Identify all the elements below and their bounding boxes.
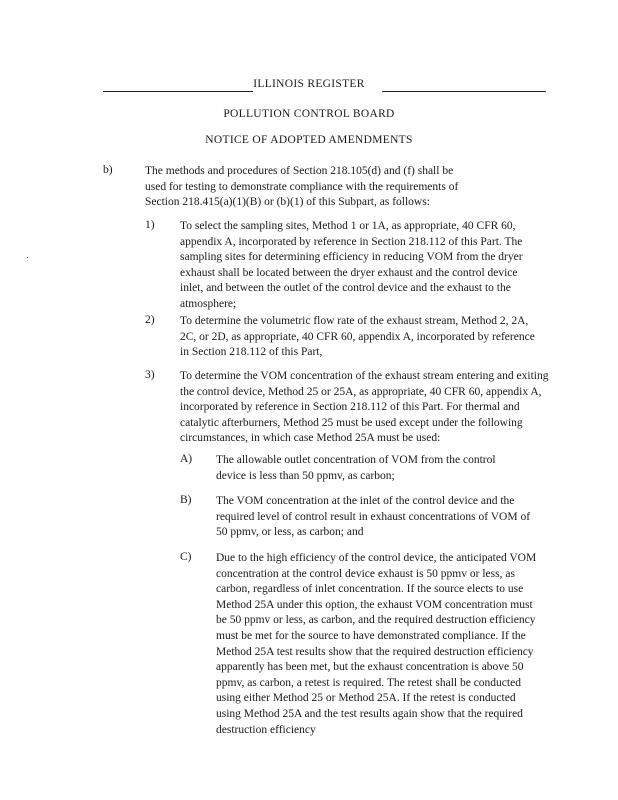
header-rule-right — [382, 91, 546, 92]
subitem-a-label: A) — [180, 453, 193, 465]
subitem-a-text: The allowable outlet concentration of VOM from the control device is less than 50 ppmv, as carbon; — [216, 454, 496, 482]
subitem-b-text: The VOM concentration at the inlet of the control device and the required level of control result in exhaust concentrations of VOM of 50 ppmv, or less, as carbon; and — [216, 495, 531, 539]
item-3-text: To determine the VOM concentration of the exhaust stream entering and exiting the control device, Method 25 or 25A, as appropriate, 40 CFR 60, appendix A, incorporated by reference in Section 218.112 of this Part. For thermal and catalytic afterburners, Method 25 must be used except under the following circumstances, in which case Method 25A must be used: — [180, 370, 549, 445]
subitem-c-label: C) — [180, 551, 192, 563]
notice-title: NOTICE OF ADOPTED AMENDMENTS — [205, 134, 413, 146]
board-title: POLLUTION CONTROL BOARD — [223, 108, 395, 120]
section-b-text: The methods and procedures of Section 218.105(d) and (f) shall be used for testing to demonstrate compliance with the requirements of Section 218.415(a)(1)(B) or (b)(1) of this Subpart, as follows: — [145, 165, 459, 209]
item-2-label: 2) — [145, 314, 155, 326]
header-rule-left — [103, 91, 253, 92]
register-title: ILLINOIS REGISTER — [253, 78, 365, 90]
item-1-label: 1) — [145, 219, 155, 231]
item-2-text: To determine the volumetric flow rate of the exhaust stream, Method 2, 2A, 2C, or 2D, as appropriate, 40 CFR 60, appendix A, incorporated by reference in Section 218.112 of this Part, — [180, 315, 535, 359]
stray-mark — [27, 257, 28, 258]
subitem-c-text: Due to the high efficiency of the control device, the anticipated VOM concentration at the control device exhaust is 50 ppmv or less, as carbon, regardless of inlet concentration. If the source elects to use Method 25A under this option, the exhaust VOM concentration must be 50 ppmv or less, as carbon, and the required destruction efficiency must be met for the source to have demonstrated compliance. If the Method 25A test results show that the required destruction efficiency apparently has been met, but the exhaust concentration is above 50 ppmv, as carbon, a retest is required. The retest shall be conducted using either Method 25 or Method 25A. If the retest is conducted using Method 25A and the test results again show that the required destruction efficiency — [216, 552, 537, 736]
item-3-label: 3) — [145, 369, 155, 381]
item-1-text: To select the sampling sites, Method 1 or 1A, as appropriate, 40 CFR 60, appendix A, incorporated by reference in Section 218.112 of this Part. The sampling sites for determining efficiency in reducing VOM from the dryer exhaust shall be located between the dryer exhaust and the control device inlet, and between the outlet of the control device and the exhaust to the atmosphere; — [180, 220, 523, 310]
section-b-label: b) — [103, 164, 113, 176]
subitem-b-label: B) — [180, 494, 192, 506]
